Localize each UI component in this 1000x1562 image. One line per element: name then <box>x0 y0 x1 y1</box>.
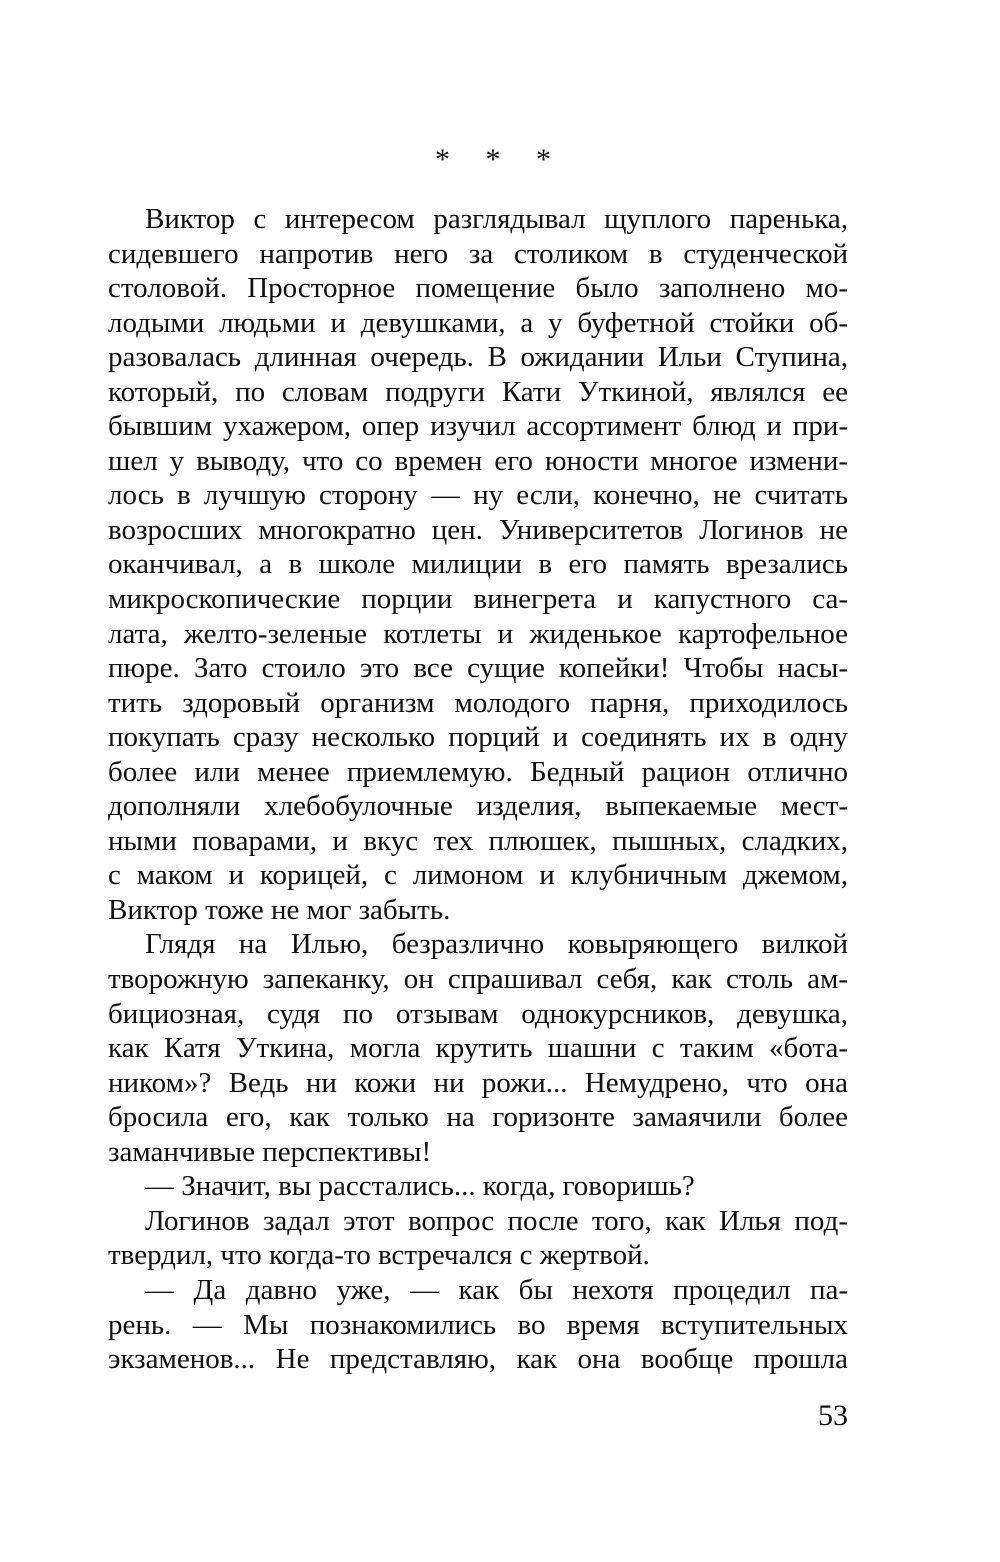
text-line: твердил, что когда-то встречался с жертвой. <box>108 1239 650 1272</box>
text-line: более или менее приемлемую. Бедный рацион отлично <box>108 755 848 788</box>
text-line: Глядя на Илью, безразлично ковыряющего вилкой <box>145 928 848 961</box>
section-separator: * * * <box>435 143 565 176</box>
text-line: Виктор тоже не мог забыть. <box>108 893 451 926</box>
text-line: — Значит, вы расстались... когда, говоришь? <box>145 1170 695 1203</box>
text-line: бросила его, как только на горизонте замаячили более <box>108 1101 848 1134</box>
text-line: как Катя Уткина, могла крутить шашни с таким «бота- <box>108 1032 848 1065</box>
text-line: лось в лучшую сторону — ну если, конечно, не считать <box>108 479 848 512</box>
text-line: лодыми людьми и девушками, а у буфетной стойки об- <box>108 306 848 339</box>
text-line: оканчивал, а в школе милиции в его память врезались <box>108 548 848 581</box>
text-line: пюре. Зато стоило это все сущие копейки! Чтобы насы- <box>108 652 848 685</box>
text-line: сидевшего напротив него за столиком в студенческой <box>108 237 848 270</box>
text-line: Логинов задал этот вопрос после того, как Илья под- <box>145 1204 848 1237</box>
text-line: с маком и корицей, с лимоном и клубничным джемом, <box>108 859 848 892</box>
text-line: разовалась длинная очередь. В ожидании Ильи Ступина, <box>108 341 848 374</box>
text-line: тить здоровый организм молодого парня, приходилось <box>108 686 848 719</box>
text-line: — Да давно уже, — как бы нехотя процедил па- <box>145 1273 848 1306</box>
text-line: дополняли хлебобулочные изделия, выпекаемые мест- <box>108 790 848 823</box>
text-line: покупать сразу несколько порций и соединять их в одну <box>108 721 848 754</box>
text-line: столовой. Просторное помещение было заполнено мо- <box>108 272 848 305</box>
text-line: заманчивые перспективы! <box>108 1135 432 1168</box>
text-line: шел у выводу, что со времен его юности многое измени- <box>108 444 848 477</box>
page-number: 53 <box>818 1399 848 1432</box>
text-line: рень. — Мы познакомились во время вступительных <box>108 1308 848 1341</box>
text-line: лата, желто-зеленые котлеты и жиденькое картофельное <box>108 617 848 650</box>
text-line: ными поварами, и вкус тех плюшек, пышных, сладких, <box>108 824 848 857</box>
text-line: творожную запеканку, он спрашивал себя, как столь ам- <box>108 963 848 996</box>
text-line: бывшим ухажером, опер изучил ассортимент блюд и при- <box>108 410 848 443</box>
text-line: который, по словам подруги Кати Уткиной, являлся ее <box>108 375 848 408</box>
text-line: Виктор с интересом разглядывал щуплого паренька, <box>145 203 848 235</box>
text-line: экзаменов... Не представляю, как она вообще прошла <box>108 1343 848 1376</box>
body-text <box>108 202 848 1377</box>
text-line: микроскопические порции винегрета и капустного са- <box>108 583 848 616</box>
text-line: бициозная, судя по отзывам однокурсников, девушка, <box>108 997 848 1030</box>
text-line: ником»? Ведь ни кожи ни рожи... Немудрено, что она <box>108 1066 848 1099</box>
text-line: возросших многократно цен. Университетов Логинов не <box>108 513 848 546</box>
